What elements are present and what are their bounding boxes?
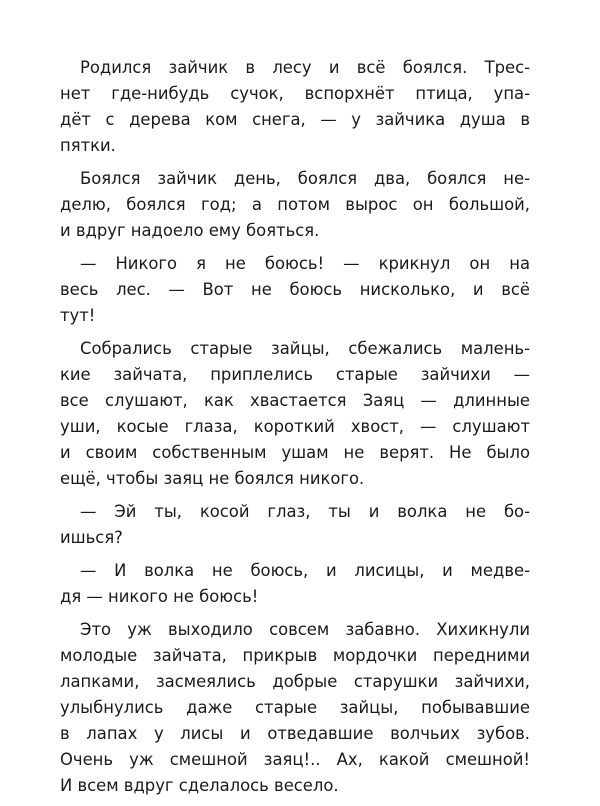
paragraph — [60, 166, 530, 244]
paragraph — [60, 55, 530, 159]
text-line: ещё, чтобы заяц не боялся никого. — [60, 469, 365, 488]
text-line: — Никого я не боюсь! — крикнул он на — [80, 254, 530, 273]
text-line: Это уж выходило совсем забавно. Хихикнули — [80, 620, 530, 639]
text-line: Боялся зайчик день, боялся два, боялся не- — [80, 169, 530, 188]
paragraph — [60, 558, 530, 610]
paragraph — [60, 336, 530, 492]
text-line: Собрались старые зайцы, сбежались малень- — [80, 339, 530, 358]
text-line: и вдруг надоело ему бояться. — [60, 221, 320, 240]
text-line: лапками, засмеялись добрые старушки зайчихи, — [60, 672, 530, 691]
text-line: нет где-нибудь сучок, вспорхнёт птица, упа- — [60, 84, 530, 103]
text-line: Очень уж смешной заяц!.. Ах, какой смешной! — [60, 750, 530, 769]
text-line: молодые зайчата, прикрыв мордочки передними — [60, 646, 530, 665]
paragraph — [60, 499, 530, 551]
text-line: делю, боялся год; а потом вырос он большой, — [60, 195, 530, 214]
text-line: ишься? — [60, 528, 123, 547]
text-line: дёт с дерева ком снега, — у зайчика душа в — [60, 110, 530, 129]
text-line: и своим собственным ушам не верят. Не было — [60, 443, 530, 462]
paragraph — [60, 251, 530, 329]
text-line: в лапах у лисы и отведавшие волчьих зубов. — [60, 724, 530, 743]
paragraph — [60, 617, 530, 799]
text-line: уши, косые глаза, короткий хвост, — слушают — [60, 417, 530, 436]
text-line: кие зайчата, приплелись старые зайчихи — — [60, 365, 530, 384]
text-line: все слушают, как хвастается Заяц — длинные — [60, 391, 530, 410]
text-line: — И волка не боюсь, и лисицы, и медве- — [80, 561, 530, 580]
text-line: дя — никого не боюсь! — [60, 587, 259, 606]
text-line: Родился зайчик в лесу и всё боялся. Трес- — [80, 58, 530, 77]
text-line: — Эй ты, косой глаз, ты и волка не бо- — [80, 502, 530, 521]
story-text — [60, 55, 530, 806]
text-line: улыбнулись даже старые зайцы, побывавшие — [60, 698, 530, 717]
text-line: пятки. — [60, 136, 116, 155]
text-line: весь лес. — Вот не боюсь нисколько, и всё — [60, 280, 530, 299]
text-line: И всем вдруг сделалось весело. — [60, 776, 339, 795]
text-line: тут! — [60, 306, 96, 325]
